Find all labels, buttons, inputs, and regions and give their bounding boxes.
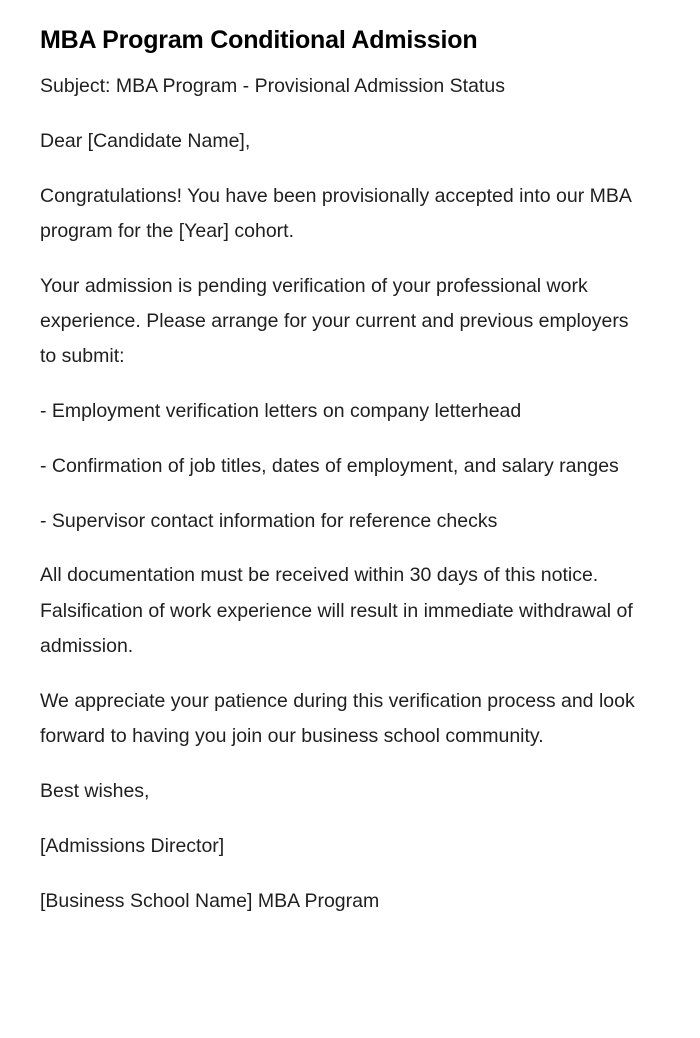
subject-line: Subject: MBA Program - Provisional Admission Status bbox=[40, 75, 505, 97]
closing: Best wishes, bbox=[40, 779, 150, 802]
greeting: Dear [Candidate Name], bbox=[40, 129, 251, 152]
verification-paragraph: Your admission is pending verification of your professional work experience. Please arrange for your current and previous employers to submit: bbox=[40, 274, 629, 368]
requirement-item: - Supervisor contact information for reference checks bbox=[40, 509, 498, 532]
congratulations-paragraph: Congratulations! You have been provisionally accepted into our MBA program for the [Year] cohort. bbox=[40, 184, 631, 242]
requirement-item: - Confirmation of job titles, dates of employment, and salary ranges bbox=[40, 454, 619, 477]
letter-page bbox=[40, 24, 650, 938]
appreciation-paragraph: We appreciate your patience during this verification process and look forward to having you join our business school community. bbox=[40, 689, 635, 748]
organization: [Business School Name] MBA Program bbox=[40, 889, 380, 912]
document-title: MBA Program Conditional Admission bbox=[40, 26, 478, 54]
signer: [Admissions Director] bbox=[40, 834, 225, 857]
requirement-item: - Employment verification letters on company letterhead bbox=[40, 400, 522, 423]
deadline-paragraph: All documentation must be received within 30 days of this notice. Falsification of work experience will result in immediate withdrawal of admission. bbox=[40, 564, 633, 658]
